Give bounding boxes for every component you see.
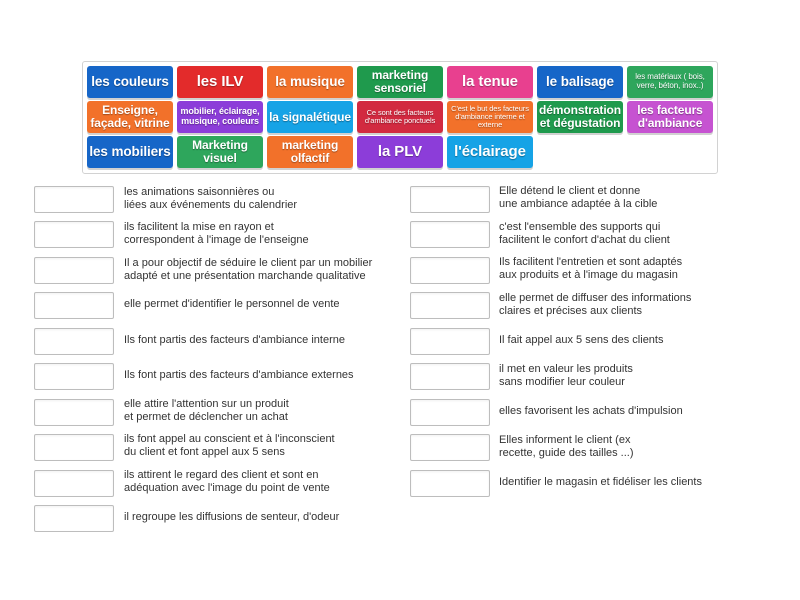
tile-but-des-facteurs[interactable]: C'est le but des facteurs d'ambiance interne et externe (447, 101, 533, 133)
drop-box[interactable] (34, 363, 114, 390)
definition-text: les animations saisonnières ou liées aux événements du calendrier (124, 186, 298, 211)
tile-les-mobiliers[interactable]: les mobiliers (87, 136, 173, 168)
tile-les-ilv[interactable]: les ILV (177, 66, 263, 98)
tile-les-materiaux[interactable]: les matériaux ( bois, verre, béton, inox..) (627, 66, 713, 98)
tile-la-tenue[interactable]: la tenue (447, 66, 533, 98)
definition-text: ils facilitent la mise en rayon et correspondent à l'image de l'enseigne (124, 221, 309, 246)
tile-enseigne-facade-vitrine[interactable]: Enseigne, façade, vitrine (87, 101, 173, 133)
drop-box[interactable] (410, 186, 490, 213)
definition-text: elles favorisent les achats d'impulsion (499, 405, 683, 417)
drop-box[interactable] (34, 505, 114, 532)
definition-text: il met en valeur les produits sans modifier leur couleur (499, 363, 633, 388)
tile-les-facteurs-d-ambiance[interactable]: les facteurs d'ambiance (627, 101, 713, 133)
definition-text: Ils font partis des facteurs d'ambiance externes (124, 369, 354, 381)
definition-text: il regroupe les diffusions de senteur, d'odeur (124, 511, 340, 523)
definition-text: Elle détend le client et donne une ambiance adaptée à la cible (499, 185, 658, 210)
drop-box[interactable] (34, 328, 114, 355)
definition-text: ils attirent le regard des client et sont en adéquation avec l'image du point de vente (124, 469, 330, 494)
tile-marketing-sensoriel[interactable]: marketing sensoriel (357, 66, 443, 98)
drop-box[interactable] (410, 470, 490, 497)
drop-box[interactable] (410, 363, 490, 390)
drop-box[interactable] (34, 434, 114, 461)
tile-demonstration-degustation[interactable]: démonstration et dégustation (537, 101, 623, 133)
definition-text: Il a pour objectif de séduire le client par un mobilier adapté et une présentation marchande qualitative (124, 257, 373, 282)
tile-le-balisage[interactable]: le balisage (537, 66, 623, 98)
drop-box[interactable] (410, 434, 490, 461)
drop-box[interactable] (34, 186, 114, 213)
tile-marketing-visuel[interactable]: Marketing visuel (177, 136, 263, 168)
drop-box[interactable] (34, 292, 114, 319)
drop-box[interactable] (34, 257, 114, 284)
definition-text: elle permet d'identifier le personnel de vente (124, 298, 340, 310)
tile-facteurs-ponctuels[interactable]: Ce sont des facteurs d'ambiance ponctuels (357, 101, 443, 133)
tile-la-plv[interactable]: la PLV (357, 136, 443, 168)
tile-la-signaletique[interactable]: la signalétique (267, 101, 353, 133)
definition-text: Ils font partis des facteurs d'ambiance interne (124, 334, 345, 346)
definition-text: Elles informent le client (ex recette, guide des tailles ...) (499, 434, 634, 459)
drop-box[interactable] (410, 399, 490, 426)
drop-box[interactable] (410, 292, 490, 319)
definition-text: c'est l'ensemble des supports qui facilitent le confort d'achat du client (499, 221, 670, 246)
definition-text: elle permet de diffuser des informations claires et précises aux clients (499, 292, 692, 317)
drop-box[interactable] (34, 399, 114, 426)
definition-text: ils font appel au conscient et à l'inconscient du client et font appel aux 5 sens (124, 433, 335, 458)
tile-bank (82, 61, 718, 174)
tile-les-couleurs[interactable]: les couleurs (87, 66, 173, 98)
definition-text: Il fait appel aux 5 sens des clients (499, 334, 664, 346)
tile-marketing-olfactif[interactable]: marketing olfactif (267, 136, 353, 168)
drop-box[interactable] (34, 221, 114, 248)
drop-box[interactable] (410, 257, 490, 284)
tile-la-musique[interactable]: la musique (267, 66, 353, 98)
tile-mobilier-eclairage-musique-couleurs[interactable]: mobilier, éclairage, musique, couleurs (177, 101, 263, 133)
tile-l-eclairage[interactable]: l'éclairage (447, 136, 533, 168)
definition-text: Identifier le magasin et fidéliser les clients (499, 476, 702, 488)
drop-box[interactable] (410, 221, 490, 248)
drop-box[interactable] (34, 470, 114, 497)
definition-text: elle attire l'attention sur un produit et permet de déclencher un achat (124, 398, 289, 423)
definition-text: Ils facilitent l'entretien et sont adaptés aux produits et à l'image du magasin (499, 256, 683, 281)
drop-box[interactable] (410, 328, 490, 355)
